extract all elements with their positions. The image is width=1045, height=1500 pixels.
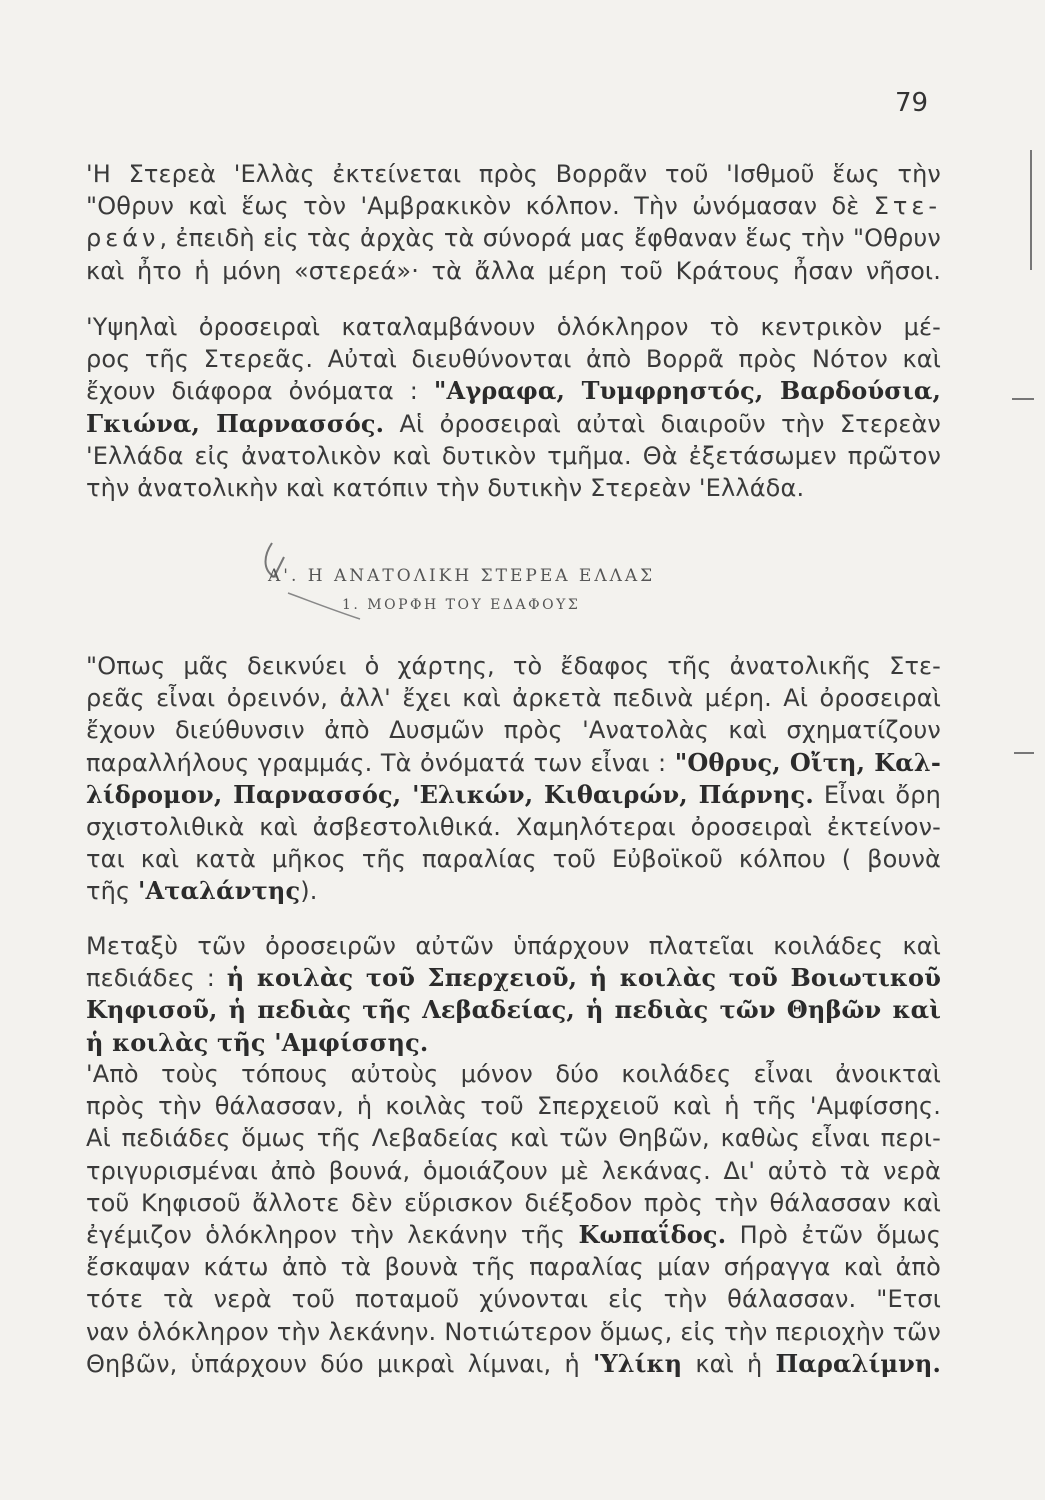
text-run: καὶ ἦτο ἡ μόνη «στερεά»· τὰ ἄλλα μέρη τοῦ Κράτους ἦσαν νῆσοι. bbox=[86, 256, 941, 285]
text-line bbox=[86, 1122, 941, 1154]
margin-mark bbox=[1012, 398, 1034, 400]
text-line bbox=[86, 714, 941, 746]
bold-term: 'Υλίκη bbox=[592, 1348, 683, 1378]
text-run: πρὸς τὴν θάλασσαν, ἡ κοιλὰς τοῦ Σπερχειοῦ καὶ ἡ τῆς 'Αμφίσσης. bbox=[86, 1092, 941, 1121]
margin-mark bbox=[1030, 150, 1032, 270]
text-line bbox=[86, 472, 941, 504]
sub-heading: 1. ΜΟΡΦΗ ΤΟΥ ΕΔΑΦΟΥΣ bbox=[342, 597, 581, 613]
bold-term: "Αγραφα, Τυμφρηστός, Βαρδούσια, bbox=[433, 376, 941, 406]
text-run: ). bbox=[300, 877, 318, 906]
text-run: Αἱ ὀροσειραὶ αὐταὶ διαιροῦν τὴν Στερεὰν bbox=[384, 409, 941, 438]
text-line bbox=[86, 1090, 941, 1122]
text-run: ναν ὁλόκληρον τὴν λεκάνην. Νοτιώτερον ὅμως, εἰς τὴν περιοχὴν τῶν bbox=[86, 1317, 941, 1346]
text-line bbox=[86, 1187, 941, 1219]
text-run: Εἶναι ὄρη bbox=[813, 780, 941, 809]
text-run: 'Απὸ τοὺς τόπους αὐτοὺς μόνον δύο κοιλάδες εἶναι ἀνοικταὶ bbox=[86, 1060, 941, 1088]
text-run: τοῦ Κηφισοῦ ἄλλοτε δὲν εὕρισκον διέξοδον πρὸς τὴν θάλασσαν καὶ bbox=[86, 1188, 941, 1217]
bold-term: ἡ κοιλὰς τῆς 'Αμφίσσης. bbox=[86, 1027, 429, 1057]
text-run: Στε- bbox=[873, 192, 941, 221]
text-line bbox=[86, 650, 941, 682]
paragraph-1 bbox=[86, 158, 941, 287]
text-line bbox=[86, 375, 941, 407]
paragraph-2 bbox=[86, 311, 941, 504]
text-line bbox=[86, 1316, 941, 1348]
bold-term: λίδρομον, Παρνασσός, 'Ελικών, Κιθαιρών, Πάρνης. bbox=[86, 779, 814, 809]
bold-term: 'Αταλάντης bbox=[137, 876, 301, 906]
text-run: σχιστολιθικὰ καὶ ἀσβεστολιθικά. Χαμηλότεραι ὀροσειραὶ ἐκτείνον- bbox=[86, 812, 941, 841]
text-run: Αἱ πεδιάδες ὅμως τῆς Λεβαδείας καὶ τῶν Θηβῶν, καθὼς εἶναι περι- bbox=[86, 1124, 941, 1153]
text-line bbox=[86, 1283, 941, 1315]
text-run: 'Υψηλαὶ ὀροσειραὶ καταλαμβάνουν ὁλόκληρον τὸ κεντρικὸν μέ- bbox=[86, 313, 941, 341]
text-run: ται καὶ κατὰ μῆκος τῆς παραλίας τοῦ Εὐβοϊκοῦ κόλπου ( βουνὰ bbox=[86, 845, 941, 874]
text-line bbox=[86, 962, 941, 994]
text-line bbox=[86, 1251, 941, 1283]
text-line bbox=[86, 875, 941, 907]
bold-term: ἡ κοιλὰς τοῦ Σπερχειοῦ, ἡ κοιλὰς τοῦ Βοιωτικοῦ bbox=[226, 963, 941, 993]
text-line bbox=[86, 190, 941, 222]
text-run: "Οπως μᾶς δεικνύει ὁ χάρτης, τὸ ἔδαφος τῆς ἀνατολικῆς Στε- bbox=[86, 652, 941, 680]
paragraph-5 bbox=[86, 1058, 941, 1380]
section-heading: Α'. Η ΑΝΑΤΟΛΙΚΗ ΣΤΕΡΕΑ ΕΛΛΑΣ bbox=[268, 566, 656, 586]
text-run: ρος τῆς Στερεᾶς. Αὐταὶ διευθύνονται ἀπὸ Βορρᾶ πρὸς Νότον καὶ bbox=[86, 345, 941, 374]
text-line bbox=[86, 930, 941, 962]
text-run: τριγυρισμέναι ἀπὸ βουνά, ὁμοιάζουν μὲ λεκάνας. Δι' αὐτὸ τὰ νερὰ bbox=[86, 1156, 941, 1185]
text-run: 'Ελλάδα εἰς ἀνατολικὸν καὶ δυτικὸν τμῆμα. Θὰ ἐξετάσωμεν πρῶτον bbox=[86, 441, 941, 470]
text-run: Πρὸ ἐτῶν ὅμως bbox=[726, 1220, 941, 1249]
text-run: τότε τὰ νερὰ τοῦ ποταμοῦ χύνονται εἰς τὴν θάλασσαν. "Ετσι bbox=[86, 1285, 941, 1314]
text-run: 'Η Στερεὰ 'Ελλὰς ἐκτείνεται πρὸς Βορρᾶν τοῦ 'Ισθμοῦ ἕως τὴν bbox=[86, 160, 941, 188]
text-line bbox=[86, 811, 941, 843]
text-run: ἔχουν διεύθυνσιν ἀπὸ Δυσμῶν πρὸς 'Ανατολὰς καὶ σχηματίζουν bbox=[86, 716, 941, 745]
text-run: ἔχουν διάφορα ὀνόματα : bbox=[86, 377, 434, 406]
text-run: πεδιάδες : bbox=[86, 964, 227, 993]
text-run: ρεᾶς εἶναι ὀρεινόν, ἀλλ' ἔχει καὶ ἀρκετὰ πεδινὰ μέρη. Αἱ ὀροσειραὶ bbox=[86, 684, 941, 713]
page-number: 79 bbox=[895, 88, 929, 118]
text-line bbox=[86, 343, 941, 375]
margin-mark bbox=[1014, 752, 1034, 754]
text-run: ἐγέμιζον ὁλόκληρον τὴν λεκάνην τῆς bbox=[86, 1220, 579, 1249]
text-line bbox=[86, 994, 941, 1026]
text-line bbox=[86, 440, 941, 472]
text-run: παραλλήλους γραμμάς. Τὰ ὀνόματά των εἶναι : bbox=[86, 748, 675, 777]
bold-term: Παραλίμνη. bbox=[775, 1348, 941, 1378]
text-line bbox=[86, 222, 941, 254]
text-line bbox=[86, 1219, 941, 1251]
bold-term: Κωπαΐδος. bbox=[578, 1219, 727, 1249]
bold-term: "Οθρυς, Οἴτη, Καλ- bbox=[674, 747, 941, 777]
text-line bbox=[86, 682, 941, 714]
text-line bbox=[86, 1348, 941, 1380]
bold-term: Κηφισοῦ, ἡ πεδιὰς τῆς Λεβαδείας, ἡ πεδιὰς τῶν Θηβῶν καὶ bbox=[86, 995, 941, 1025]
text-line bbox=[86, 408, 941, 440]
text-run: τῆς bbox=[86, 877, 138, 906]
text-run: "Οθρυν καὶ ἕως τὸν 'Αμβρακικὸν κόλπον. Τὴν ὠνόμασαν δὲ bbox=[86, 192, 874, 221]
text-line bbox=[86, 843, 941, 875]
text-line bbox=[86, 1058, 941, 1090]
text-run: τὴν ἀνατολικὴν καὶ κατόπιν τὴν δυτικὴν Στερεὰν 'Ελλάδα. bbox=[86, 473, 805, 502]
text-run: Θηβῶν, ὑπάρχουν δύο μικραὶ λίμναι, ἡ bbox=[86, 1349, 593, 1378]
text-run: Μεταξὺ τῶν ὀροσειρῶν αὐτῶν ὑπάρχουν πλατεῖαι κοιλάδες καὶ bbox=[86, 932, 941, 960]
bold-term: Γκιώνα, Παρνασσός. bbox=[86, 408, 385, 438]
text-line bbox=[86, 1155, 941, 1187]
text-line bbox=[86, 158, 941, 190]
text-run: ρεάν bbox=[86, 224, 160, 253]
paragraph-4 bbox=[86, 930, 941, 1059]
text-line bbox=[86, 779, 941, 811]
paragraph-3 bbox=[86, 650, 941, 908]
text-line bbox=[86, 311, 941, 343]
text-run: ἔσκαψαν κάτω ἀπὸ τὰ βουνὰ τῆς παραλίας μίαν σήραγγα καὶ ἀπὸ bbox=[86, 1253, 941, 1282]
text-line bbox=[86, 255, 941, 287]
text-run: , ἐπειδὴ εἰς τὰς ἀρχὰς τὰ σύνορά μας ἔφθαναν ἕως τὴν "Οθρυν bbox=[159, 224, 941, 253]
text-line bbox=[86, 1027, 941, 1059]
text-line bbox=[86, 747, 941, 779]
text-run: καὶ ἡ bbox=[682, 1349, 776, 1378]
